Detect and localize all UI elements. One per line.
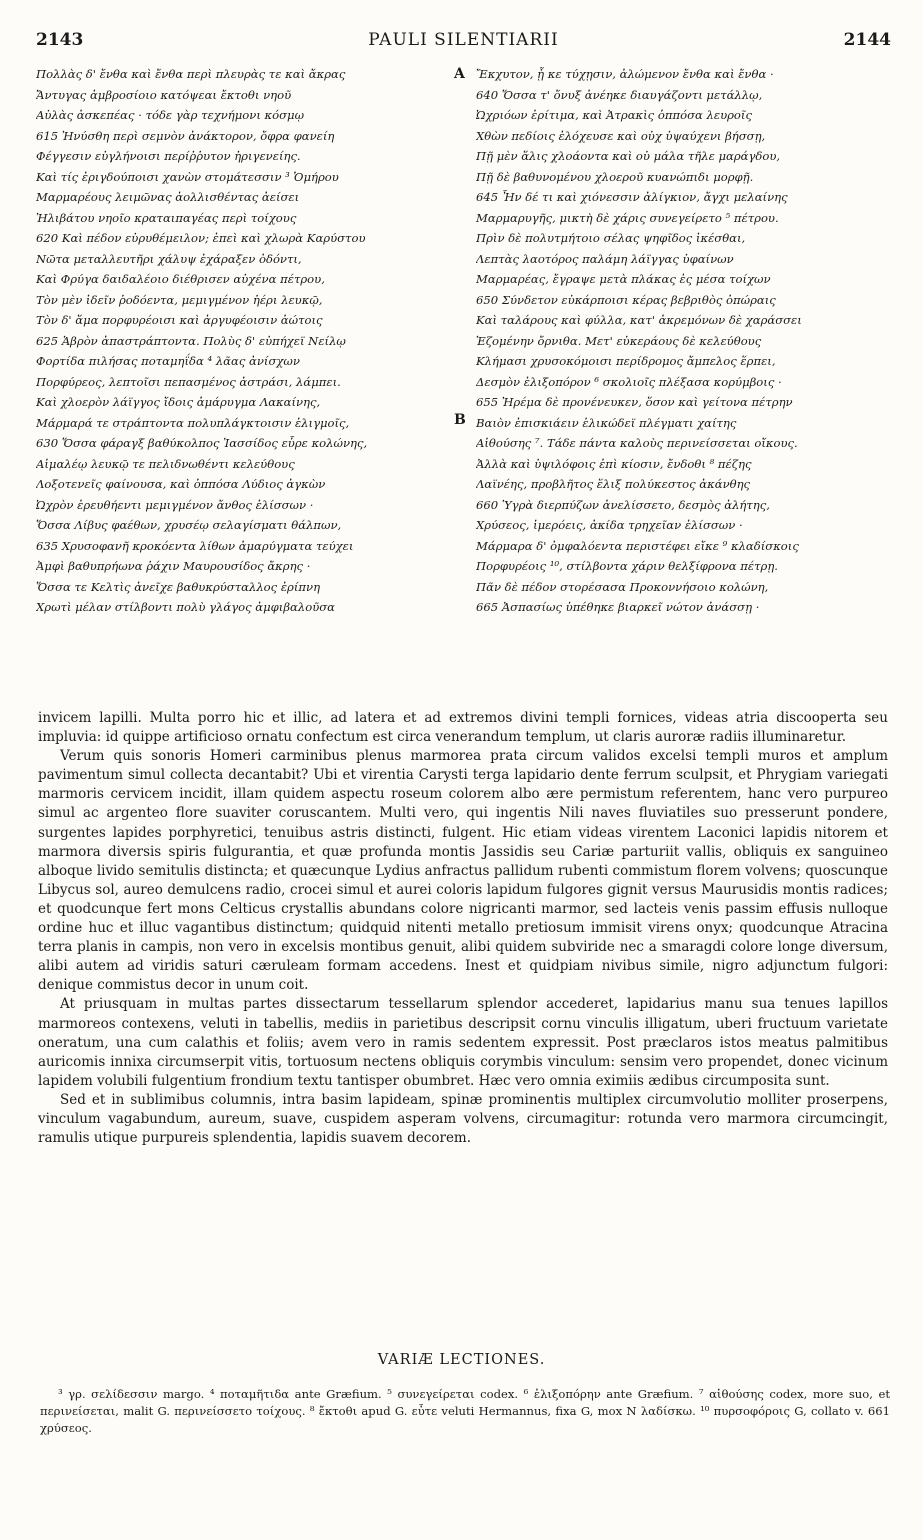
- greek-verse-line: Μάρμαρά τε στράπτοντα πολυπλάγκτοισιν ἑλιγμοῖς,: [36, 415, 350, 430]
- greek-column-left: [36, 64, 466, 618]
- greek-verse-line: Ἑζομένην ὄρνιθα. Μετ' εὐκεράους δὲ κελεύθους: [476, 333, 762, 348]
- greek-verse-line: Ἀμφὶ βαθυπρήωνα ῥάχιν Μαυρουσίδος ἄκρης ·: [36, 559, 311, 573]
- greek-verse-line: Καὶ χλοερὸν λάϊγγος ἴδοις ἀμάρυγμα Λακαίνης,: [36, 395, 321, 409]
- greek-verse-line: 655 Ἠρέμα δὲ προνένευκεν, ὅσον καὶ γείτονα πέτρην: [476, 395, 793, 409]
- greek-verse-line: 645 Ἦν δέ τι καὶ χιόνεσσιν ἀλίγκιον, ἄγχι μελαίνης: [476, 190, 788, 204]
- greek-verse-line: 640 Ὅσσα τ' ὄνυξ ἀνέηκε διαυγάζοντι μετάλλῳ,: [476, 87, 763, 102]
- greek-verse-line: Πορφύρεος, λεπτοῖσι πεπασμένος ἀστράσι, λάμπει.: [36, 374, 341, 389]
- greek-verse-line: Μαρμαρέους λειμῶνας ἀολλισθέντας ἀείσει: [36, 190, 300, 204]
- greek-verse-line: Καὶ ταλάρους καὶ φύλλα, κατ' ἀκρεμόνων δὲ χαράσσει: [476, 313, 802, 327]
- greek-verse-line: Φέγγεσιν εὐγλήνοισι περίῤῥυτον ἠριγενείης.: [36, 149, 301, 163]
- greek-verse-line: Μάρμαρα δ' ὀμφαλόεντα περιστέφει εἴκε ⁹ κλαδίσκοις: [476, 538, 799, 553]
- variae-lectiones-heading: VARIÆ LECTIONES.: [377, 1352, 546, 1368]
- greek-verse-line: Ὠχρὸν ἐρευθήεντι μεμιγμένον ἄνθος ἑλίσσων ·: [36, 497, 314, 512]
- greek-verse-line: Μαρμαρέας, ἔγραψε μετὰ πλάκας ἐς μέσα τοίχων: [476, 272, 771, 286]
- greek-verse-line: 660 Ὑγρὰ διερπύζων ἀνελίσσετο, δεσμὸς ἀλήτης,: [476, 497, 770, 512]
- greek-verse-line: Χρύσεος, ἱμερόεις, ἀκίδα τρηχεῖαν ἑλίσσων ·: [476, 518, 743, 532]
- greek-verse-line: Τὸν δ' ἅμα πορφυρέοισι καὶ ἀργυφέοισιν ἀώτοις: [36, 313, 323, 327]
- greek-verse-line: Πρὶν δὲ πολυτμήτοιο σέλας ψηφῖδος ἱκέσθαι,: [476, 231, 746, 245]
- greek-verse-line: Πορφυρέοις ¹⁰, στίλβοντα χάριν θελξίφρονα πέτρῃ.: [476, 559, 778, 573]
- greek-verse-line: Ὅσσα Λίβυς φαέθων, χρυσέῳ σελαγίσματι θάλπων,: [36, 518, 342, 532]
- greek-verse-line: Πῇ δὲ βαθυνομένου χλοεροῦ κυανώπιδι μορφῇ.: [476, 169, 754, 184]
- running-title: PAULI SILENTIARII: [368, 30, 559, 50]
- latin-paragraph: invicem lapilli. Multa porro hic et illic, ad latera et ad extremos divini templi fornices, videas atria discooperta seu impluvia: id quippe artificioso ornatu confectum est circa venerandum templum, ut claris auroræ radiis illuminaretur.: [38, 710, 888, 746]
- greek-verse-line: Καὶ Φρύγα δαιδαλέοιο διέθρισεν αὐχένα πέτρου,: [36, 272, 325, 286]
- greek-verse-line: Ἀλλὰ καὶ ὑψιλόφοις ἐπὶ κίοσιν, ἔνδοθι ⁸ πέζης: [476, 456, 752, 471]
- greek-verse-line: Ἠλιβάτου νηοῖο κραταιπαγέας περὶ τοίχους: [36, 210, 297, 225]
- greek-verse-line: Πᾶν δὲ πέδον στορέσασα Προκοννήσοιο κολώνη,: [476, 579, 769, 594]
- greek-verse-line: 625 Ἁβρὸν ἀπαστράπτοντα. Πολὺς δ' εὐπήχεϊ Νείλῳ: [36, 333, 346, 348]
- latin-paragraph: Verum quis sonoris Homeri carminibus plenus marmorea prata circum validos excelsi templi muros et amplum pavimentum simul collecta decantabit? Ubi et virentia Carysti terga lapidario dente ferrum sculpsit, et Phrygiam variegati marmoris cervicem incidit, illam quidem aspectu roseum colorem albo ære permistum referentem, hanc vero purpureo simul ac argenteo flore suaviter coruscantem. Multi vero, qui ingentis Nili naves fluviatiles suo presserunt pondere, surgentes lapides porphyretici, tenuibus astris distincti, fulgent. Hic etiam videas virentem Laconici lapidis nitorem et marmora diversis spiris fulgurantia, et quæ profunda montis Jassidis seu Cariæ parturiit vallis, obliquis ex sanguineo alboque livido semitulis distincta; et quæcunque Lydius anfractus pallidum rubenti commistum florem volvens; quoscunque Libycus sol, aureo demulcens radio, crocei simul et aurei coloris lapidum fulgores gignit versus Maurusidis montis radices; et quodcunque fert mons Celticus crystallis abundans colore nigricanti marmor, sed lacteis venis passim effusis nulloque ordine huc et illuc vagantibus distinctum; quidquid nitenti metallo pretiosum immisit virens onyx; quodcunque Atracina terra planis in campis, non vero in excelsis montibus genuit, alibi quidem subviride nec a smaragdi colore longe diversum, alibi autem ad viridis saturi cæruleam formam accedens. Inest et quidpiam nivibus simile, nigro adjunctum fulgori: denique commistus decor in unum coit.: [38, 748, 888, 994]
- greek-verse-line: Λοξοτενεῖς φαίνουσα, καὶ ὁππόσα Λύδιος ἀγκὼν: [36, 477, 326, 491]
- page-number-left: 2143: [36, 30, 84, 50]
- greek-verse-line: Βαιὸν ἐπισκιάειν ἑλικώδεϊ πλέγματι χαίτης: [476, 415, 737, 430]
- variant-readings-notes: ³ γρ. σελίδεσσιν margo. ⁴ ποταμῆτιδα ante Græfium. ⁵ συνεγείρεται codex. ⁶ ἑλιξοπόρην ante Græfium. ⁷ αἰθούσης codex, more suo, et περινείσεται, malit G. περινείσσετο τοίχους. ⁸ ἔκτοθι apud G. εὖτε veluti Hermannus, fixa G, mox N λαδίσκω. ¹⁰ πυρσοφόροις G, collato v. 661 χρύσεος.: [40, 1387, 890, 1435]
- greek-column-right: [476, 64, 923, 618]
- running-header: [36, 30, 891, 54]
- greek-verse-line: Δεσμὸν ἑλιξοπόρον ⁶ σκολιοῖς πλέξασα κορύμβοις ·: [476, 374, 782, 389]
- greek-verse-line: Ὠχριόων ἐρίτιμα, καὶ Ἀτρακὶς ὁππόσα λευροῖς: [476, 108, 752, 122]
- greek-verse-line: Ὅσσα τε Κελτὶς ἀνεῖχε βαθυκρύσταλλος ἐρίπνη: [36, 579, 321, 594]
- greek-verse-line: Πολλὰς δ' ἔνθα καὶ ἔνθα περὶ πλευρὰς τε καὶ ἄκρας: [36, 67, 346, 81]
- greek-verse-line: Λαϊνέης, προβλῆτος ἕλιξ πολύκεστος ἀκάνθης: [476, 477, 751, 491]
- greek-verse-line: Ἄντυγας ἀμβροσίοιο κατόψεαι ἔκτοθι νηοῦ: [36, 87, 292, 102]
- section-marker-b: B: [454, 412, 466, 428]
- greek-verse-line: Τὸν μὲν ἰδεῖν ῥοδόεντα, μεμιγμένον ἠέρι λευκῷ,: [36, 292, 323, 307]
- greek-verse-line: 620 Καὶ πέδον εὐρυθέμειλον; ἐπεὶ καὶ χλωρὰ Καρύστου: [36, 231, 366, 245]
- greek-verse-line: Χρωτὶ μέλαν στίλβοντι πολὺ γλάγος ἀμφιβαλοῦσα: [36, 600, 335, 614]
- greek-verse-line: 635 Χρυσοφανῆ κροκόεντα λίθων ἀμαρύγματα τεύχει: [36, 538, 354, 553]
- greek-verse-line: Λεπτὰς λαοτόρος παλάμη λάϊγγας ὑφαίνων: [476, 251, 734, 266]
- greek-verse-line: Αἱμαλέῳ λευκῷ τε πελιδνωθέντι κελεύθους: [36, 456, 295, 471]
- greek-verse-line: 650 Σύνδετον εὐκάρποισι κέρας βεβριθὸς ὀπώραις: [476, 292, 776, 307]
- greek-verse-line: Νῶτα μεταλλευτῆρι χάλυψ ἐχάραξεν ὀδόντι,: [36, 251, 302, 266]
- greek-text-block: [36, 64, 896, 704]
- greek-verse-line: 630 Ὅσσα φάραγξ βαθύκολπος Ἰασσίδος εὗρε κολώνης,: [36, 436, 368, 450]
- greek-verse-line: Ἔκχυτον, ᾗ κε τύχῃσιν, ἀλώμενον ἔνθα καὶ ἔνθα ·: [476, 67, 774, 81]
- greek-verse-line: Καὶ τίς ἐριγδούποισι χανὼν στομάτεσσιν ³ Ὁμήρου: [36, 169, 339, 184]
- section-marker-a: A: [454, 66, 465, 82]
- greek-verse-line: Φορτίδα πιλήσας ποταμηΐδα ⁴ λᾶας ἀνίσχων: [36, 354, 300, 368]
- greek-verse-line: 665 Ἀσπασίως ὑπέθηκε βιαρκεῖ νώτον ἀνάσσῃ ·: [476, 600, 760, 614]
- latin-paragraph: At priusquam in multas partes dissectarum tessellarum splendor accederet, lapidarius manu sua tenues lapillos marmoreos contexens, veluti in tabellis, mediis in parietibus descripsit cornu vinculis illigatum, uberi fructuum varietate oneratum, una cum calathis et foliis; avem vero in ramis sedentem expressit. Post præclaros istos meatus palmitibus auricomis innixa circumserpit vitis, tortuosum nectens obliquis corymbis vinculum: sensim vero propendet, donec vicinum lapidem volubili fulgentium frondium textu tantisper obumbret. Hæc vero omnia eximiis ædibus circumposita sunt.: [38, 996, 888, 1089]
- greek-verse-line: Πῇ μὲν ἅλις χλοάοντα καὶ οὐ μάλα τῆλε μαράγδου,: [476, 149, 781, 163]
- greek-verse-line: Αἰθούσης ⁷. Τάδε πάντα καλοὺς περινείσσεται οἴκους.: [476, 436, 798, 450]
- greek-verse-line: Αὐλὰς ἀσκεπέας · τόδε γὰρ τεχνήμονι κόσμῳ: [36, 108, 305, 122]
- greek-verse-line: Μαρμαρυγῆς, μικτὴ δὲ χάρις συνεγείρετο ⁵ πέτρου.: [476, 210, 779, 225]
- greek-verse-line: Χθὼν πεδίοις ἐλόχευσε καὶ οὐχ ὑψαύχενι βήσσῃ,: [476, 128, 766, 143]
- page-number-right: 2144: [843, 30, 891, 50]
- greek-verse-line: 615 Ἠνύσθη περὶ σεμνὸν ἀνάκτορον, ὄφρα φανείη: [36, 128, 335, 143]
- latin-translation: [38, 709, 888, 1148]
- latin-paragraph: Sed et in sublimibus columnis, intra basim lapideam, spinæ prominentis multiplex circumvolutio molliter proserpens, vinculum vagabundum, aureum, suave, cuspidem asperam volvens, circumagitur: rotunda vero marmora circumcingit, ramulis utique purpureis splendentia, lapidis suavem decorem.: [38, 1091, 888, 1147]
- greek-verse-line: Κλήμασι χρυσοκόμοισι περίδρομος ἄμπελος ἕρπει,: [476, 354, 776, 368]
